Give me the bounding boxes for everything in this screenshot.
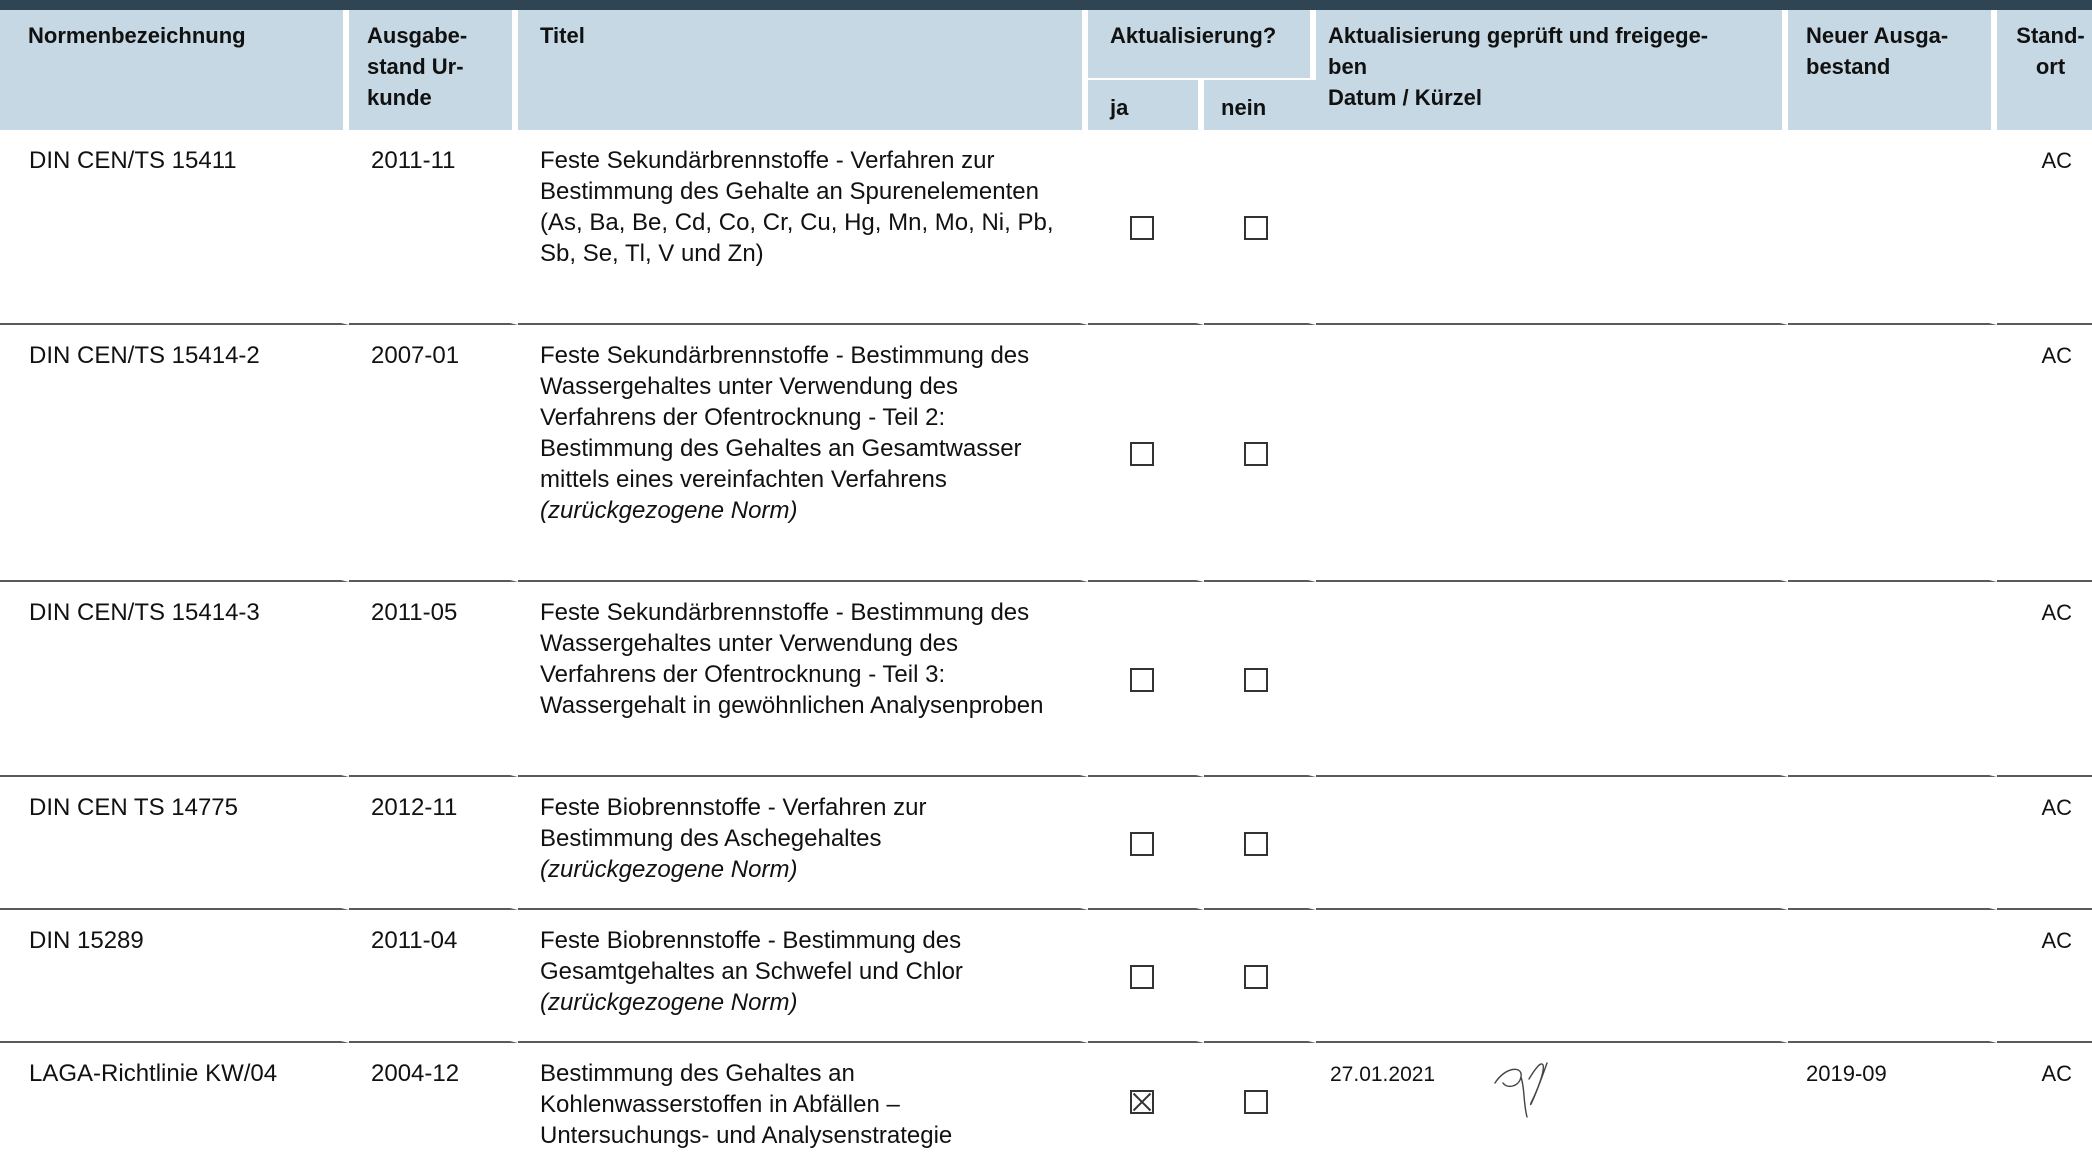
header-ausgabe [349, 10, 518, 130]
ja-checkbox[interactable] [1130, 216, 1154, 240]
norm-cell [0, 325, 349, 582]
nein-checkbox[interactable] [1244, 965, 1268, 989]
withdrawn-note: (zurückgezogene Norm) [540, 497, 798, 524]
header-aktualisierung: Aktualisierung? [1088, 10, 1316, 78]
geprueft-cell [1316, 325, 1788, 582]
header-norm: Normenbezeichnung [0, 10, 349, 130]
standort-cell [1997, 325, 2092, 582]
title-cell [518, 1043, 1088, 1159]
nein-checkbox[interactable] [1244, 668, 1268, 692]
nein-checkbox[interactable] [1244, 442, 1268, 466]
title-cell [518, 325, 1088, 582]
neuer-ausgabestand-cell [1788, 325, 1997, 582]
norm-title: Bestimmung des Gehaltes an Kohlenwasserstoffen in Abfällen – Untersuchungs- und Analysenstrategie [540, 1060, 953, 1149]
ausgabe-cell [349, 130, 518, 325]
withdrawn-note: (zurückgezogene Norm) [540, 856, 798, 883]
header-ausgabe-line1: Ausgabe- [367, 23, 468, 48]
top-bar [0, 0, 2092, 10]
ja-cell [1088, 582, 1204, 777]
header-nein: nein [1204, 78, 1316, 130]
nein-checkbox[interactable] [1244, 216, 1268, 240]
header-geprueft-line2: ben [1328, 54, 1368, 79]
header-titel: Titel [518, 10, 1088, 130]
norm-cell [0, 777, 349, 910]
nein-checkbox[interactable] [1244, 1090, 1268, 1114]
title-cell [518, 910, 1088, 1043]
location-code: AC [2041, 343, 2072, 368]
location-code: AC [2041, 928, 2072, 953]
ja-cell [1088, 130, 1204, 325]
standort-cell [1997, 1043, 2092, 1159]
standort-cell [1997, 130, 2092, 325]
header-standort [1997, 10, 2092, 130]
table-row [0, 325, 2092, 582]
geprueft-cell [1316, 130, 1788, 325]
nein-cell [1204, 1043, 1316, 1159]
geprueft-cell [1316, 1043, 1788, 1159]
nein-cell [1204, 777, 1316, 910]
norm-designation: DIN CEN TS 14775 [29, 794, 238, 821]
nein-cell [1204, 130, 1316, 325]
neuer-ausgabestand-cell [1788, 582, 1997, 777]
location-code: AC [2041, 600, 2072, 625]
title-cell [518, 130, 1088, 325]
table-row [0, 1043, 2092, 1159]
header-neuer-line1: Neuer Ausga- [1806, 23, 1949, 48]
nein-cell [1204, 325, 1316, 582]
nein-cell [1204, 910, 1316, 1043]
norm-cell [0, 130, 349, 325]
header-ja: ja [1088, 78, 1204, 130]
header-ausgabe-line3: kunde [367, 85, 432, 110]
header-standort-line1: Stand- [2016, 23, 2085, 48]
table-body [0, 130, 2092, 1159]
table-row [0, 910, 2092, 1043]
norm-designation: LAGA-Richtlinie KW/04 [29, 1060, 278, 1087]
ausgabe-cell [349, 582, 518, 777]
neuer-ausgabestand-cell [1788, 777, 1997, 910]
ja-cell [1088, 325, 1204, 582]
norm-designation: DIN CEN/TS 15414-2 [29, 342, 260, 369]
norm-title: Feste Sekundärbrennstoffe - Verfahren zur Bestimmung des Gehalte an Spurenelementen (As, Ba, Be, Cd, Co, Cr, Cu, Hg, Mn, Mo, Ni, Pb, Sb, Se, Tl, V und Zn) [540, 147, 1054, 267]
header-geprueft-line1: Aktualisierung geprüft und freigege- [1328, 23, 1709, 48]
geprueft-cell [1316, 777, 1788, 910]
norm-designation: DIN CEN/TS 15414-3 [29, 599, 260, 626]
norm-cell [0, 1043, 349, 1159]
standort-cell [1997, 910, 2092, 1043]
header-neuer-ausgabestand [1788, 10, 1997, 130]
standort-cell [1997, 777, 2092, 910]
issue-date: 2004-12 [371, 1060, 460, 1087]
norm-cell [0, 910, 349, 1043]
issue-date: 2011-05 [371, 599, 458, 626]
title-cell [518, 582, 1088, 777]
nein-cell [1204, 582, 1316, 777]
issue-date: 2012-11 [371, 794, 458, 821]
issue-date: 2007-01 [371, 342, 460, 369]
geprueft-cell [1316, 582, 1788, 777]
ausgabe-cell [349, 1043, 518, 1159]
table-row [0, 130, 2092, 325]
ausgabe-cell [349, 325, 518, 582]
ja-checkbox[interactable] [1130, 668, 1154, 692]
norm-title: Feste Biobrennstoffe - Verfahren zur Bestimmung des Aschegehaltes [540, 794, 927, 852]
ja-cell [1088, 910, 1204, 1043]
table-row [0, 582, 2092, 777]
ja-checkbox[interactable] [1130, 442, 1154, 466]
approval-date: 27.01.2021 [1330, 1063, 1436, 1086]
ja-checkbox[interactable] [1130, 965, 1154, 989]
table-row [0, 777, 2092, 910]
ausgabe-cell [349, 777, 518, 910]
norm-cell [0, 582, 349, 777]
ja-cell [1088, 777, 1204, 910]
ausgabe-cell [349, 910, 518, 1043]
title-cell [518, 777, 1088, 910]
new-issue-date: 2019-09 [1806, 1061, 1887, 1086]
location-code: AC [2041, 795, 2072, 820]
nein-checkbox[interactable] [1244, 832, 1268, 856]
header-ausgabe-line2: stand Ur- [367, 54, 464, 79]
issue-date: 2011-11 [371, 147, 456, 174]
ja-checkbox[interactable] [1130, 1090, 1154, 1114]
neuer-ausgabestand-cell [1788, 910, 1997, 1043]
location-code: AC [2041, 1061, 2072, 1086]
neuer-ausgabestand-cell [1788, 130, 1997, 325]
norm-title: Feste Sekundärbrennstoffe - Bestimmung des Wassergehaltes unter Verwendung des Verfahrens der Ofentrocknung - Teil 2: Bestimmung des Gehaltes an Gesamtwasser mittels eines vereinfachten Verfahrens [540, 342, 1030, 493]
handwritten-signature [1491, 1057, 1551, 1121]
table-header [0, 10, 2092, 130]
ja-checkbox[interactable] [1130, 832, 1154, 856]
header-geprueft [1316, 10, 1788, 130]
ja-cell [1088, 1043, 1204, 1159]
norm-designation: DIN 15289 [29, 927, 144, 954]
withdrawn-note: (zurückgezogene Norm) [540, 989, 798, 1016]
header-neuer-line2: bestand [1806, 54, 1891, 79]
standort-cell [1997, 582, 2092, 777]
header-standort-line2: ort [2035, 54, 2066, 79]
norm-title: Feste Sekundärbrennstoffe - Bestimmung des Wassergehaltes unter Verwendung des Verfahrens der Ofentrocknung - Teil 3: Wassergehalt in gewöhnlichen Analysenproben [540, 599, 1044, 719]
norm-designation: DIN CEN/TS 15411 [29, 147, 237, 174]
norms-table [0, 10, 2092, 1159]
norm-title: Feste Biobrennstoffe - Bestimmung des Gesamtgehaltes an Schwefel und Chlor [540, 927, 963, 985]
location-code: AC [2041, 148, 2072, 173]
geprueft-cell [1316, 910, 1788, 1043]
issue-date: 2011-04 [371, 927, 458, 954]
neuer-ausgabestand-cell [1788, 1043, 1997, 1159]
header-datum-kuerzel: Datum / Kürzel [1328, 85, 1483, 110]
